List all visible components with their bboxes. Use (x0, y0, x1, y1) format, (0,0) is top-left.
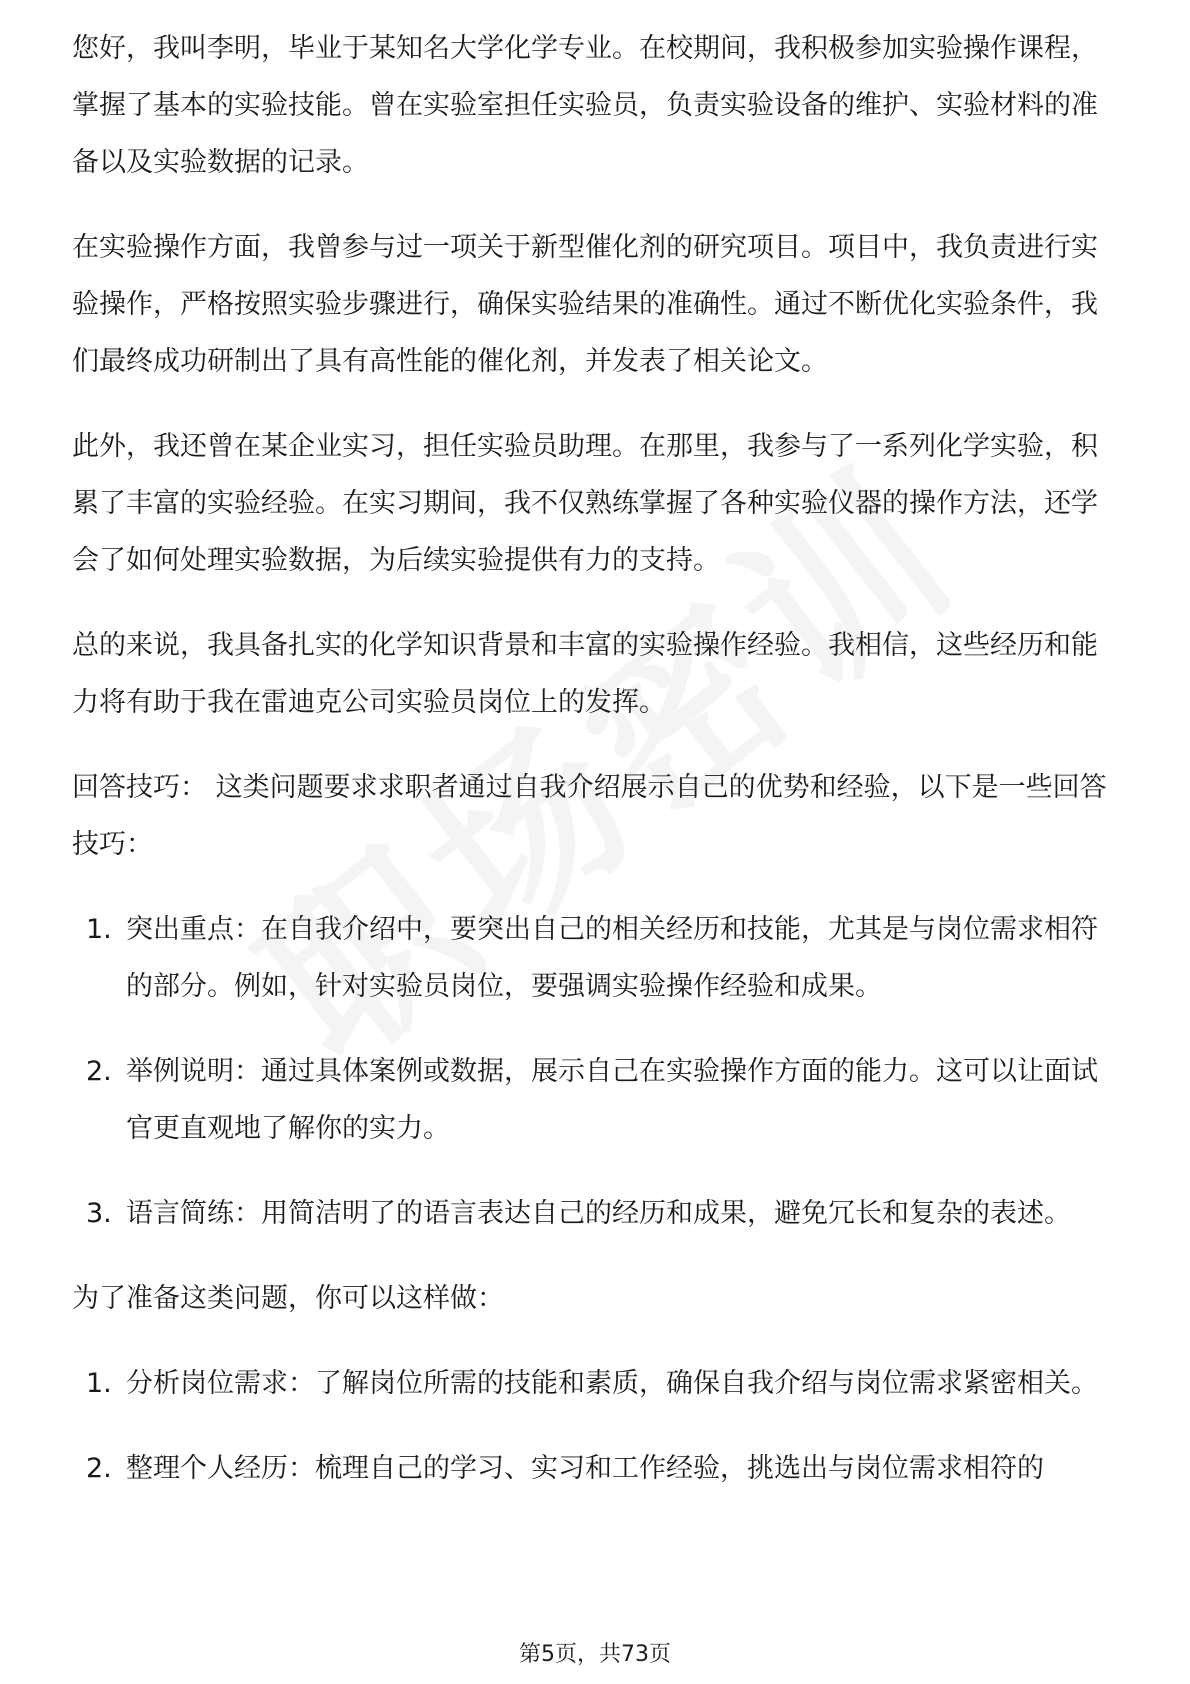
list-number: 1. (86, 914, 112, 945)
internship-paragraph: 此外，我还曾在某企业实习，担任实验员助理。在那里，我参与了一系列化学实验，积累了丰富的实验经验。在实习期间，我不仅熟练掌握了各种实验仪器的操作方法，还学会了如何处理实验数据，为后续实验提供有力的支持。 (72, 431, 1098, 576)
list-number: 2. (86, 1056, 112, 1087)
list-item (72, 1185, 1122, 1242)
page-number: 第5页，共73页 (519, 1642, 671, 1667)
tips-intro: 回答技巧： 这类问题要求求职者通过自我介绍展示自己的优势和经验，以下是一些回答技巧： (72, 772, 1107, 860)
list-item-text: 举例说明：通过具体案例或数据，展示自己在实验操作方面的能力。这可以让面试官更直观地了解你的实力。 (126, 1056, 1098, 1144)
prep-list (72, 1355, 1122, 1497)
list-item (72, 1440, 1122, 1497)
list-item (72, 1355, 1122, 1412)
tips-list (72, 901, 1122, 1242)
intro-paragraph: 您好，我叫李明，毕业于某知名大学化学专业。在校期间，我积极参加实验操作课程，掌握了基本的实验技能。曾在实验室担任实验员，负责实验设备的维护、实验材料的准备以及实验数据的记录。 (72, 33, 1098, 178)
list-item-text: 语言简练：用简洁明了的语言表达自己的经历和成果，避免冗长和复杂的表述。 (126, 1198, 1071, 1229)
list-item-text: 突出重点：在自我介绍中，要突出自己的相关经历和技能，尤其是与岗位需求相符的部分。例如，针对实验员岗位，要强调实验操作经验和成果。 (126, 914, 1098, 1002)
summary-paragraph: 总的来说，我具备扎实的化学知识背景和丰富的实验操作经验。我相信，这些经历和能力将有助于我在雷迪克公司实验员岗位上的发挥。 (72, 630, 1098, 718)
project-paragraph: 在实验操作方面，我曾参与过一项关于新型催化剂的研究项目。项目中，我负责进行实验操作，严格按照实验步骤进行，确保实验结果的准确性。通过不断优化实验条件，我们最终成功研制出了具有高性能的催化剂，并发表了相关论文。 (72, 232, 1098, 377)
list-item-text: 整理个人经历：梳理自己的学习、实习和工作经验，挑选出与岗位需求相符的 (126, 1453, 1044, 1484)
document-body (72, 24, 1122, 1525)
page-footer (0, 1640, 1190, 1670)
list-number: 1. (86, 1368, 112, 1399)
list-item-text: 分析岗位需求：了解岗位所需的技能和素质，确保自我介绍与岗位需求紧密相关。 (126, 1368, 1098, 1399)
list-number: 2. (86, 1453, 112, 1484)
list-item (72, 1043, 1122, 1157)
list-item (72, 901, 1122, 1015)
list-number: 3. (86, 1198, 112, 1229)
prep-intro: 为了准备这类问题，你可以这样做： (72, 1283, 504, 1314)
